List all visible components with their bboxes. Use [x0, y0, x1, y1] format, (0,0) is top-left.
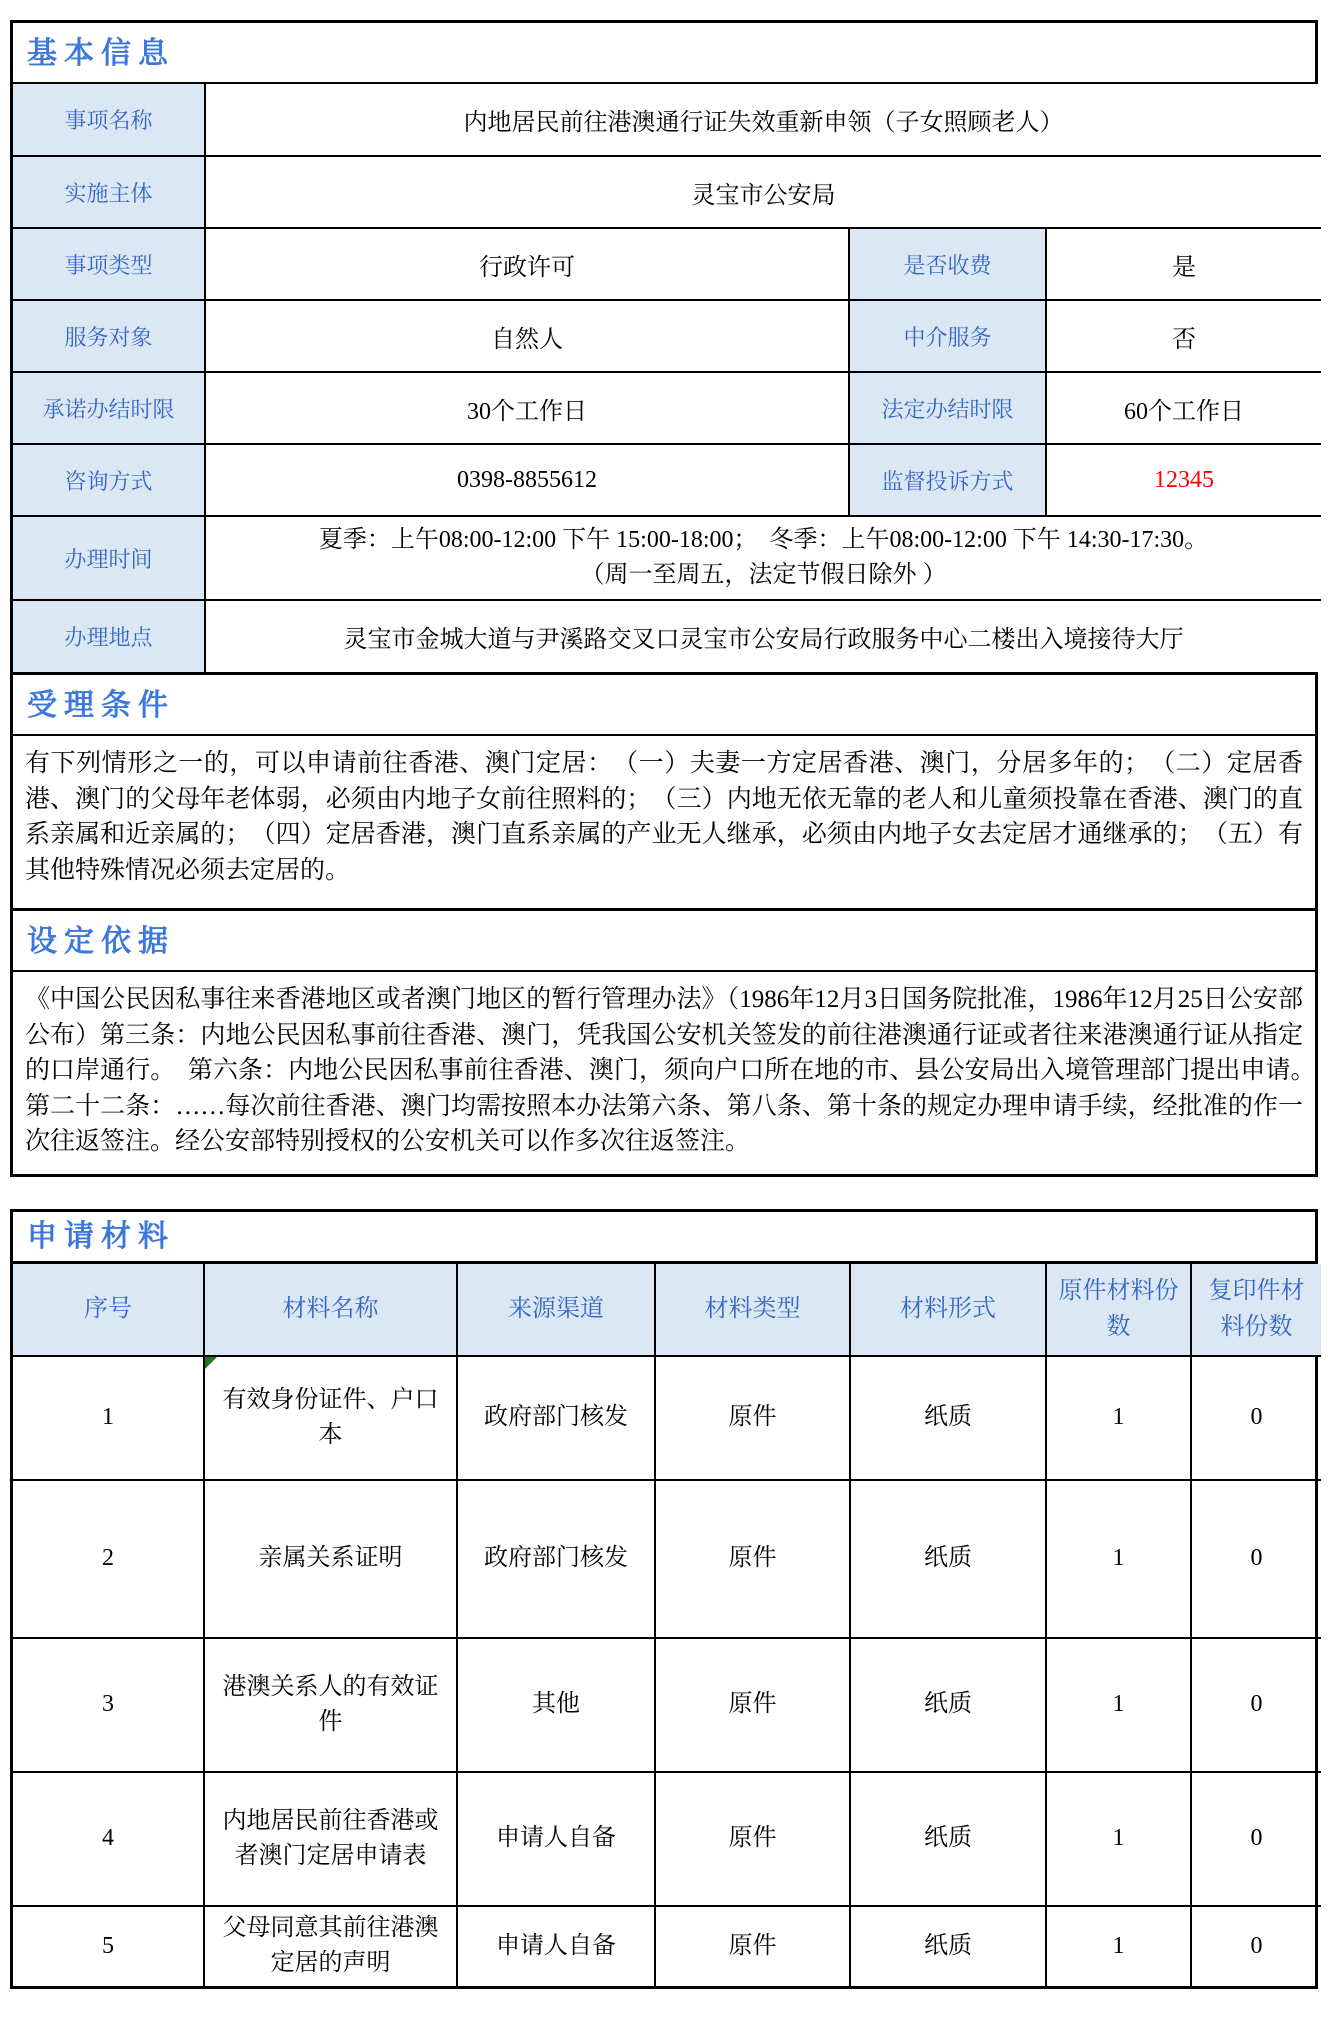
field-label-item-name: 事项名称 — [13, 84, 205, 156]
cell-material-name — [204, 1356, 457, 1480]
table-row — [13, 444, 1321, 516]
cell-photocopy-count: 0 — [1191, 1906, 1321, 1986]
materials-header-row — [13, 1264, 1321, 1356]
cell-original-count: 1 — [1046, 1356, 1191, 1480]
field-label-implementing-body: 实施主体 — [13, 156, 205, 228]
field-value-implementing-body: 灵宝市公安局 — [205, 156, 1321, 228]
basic-info-section — [10, 20, 1318, 675]
application-materials-section — [10, 1209, 1318, 1989]
cell-error-marker-icon — [205, 1357, 217, 1369]
cell-material-type: 原件 — [655, 1356, 850, 1480]
field-value-item-type: 行政许可 — [205, 228, 849, 300]
field-value-intermediary-service: 否 — [1046, 300, 1321, 372]
table-row — [13, 156, 1321, 228]
col-header-photocopy-copies: 复印件材料份数 — [1191, 1264, 1321, 1356]
field-value-office-hours — [205, 516, 1321, 600]
acceptance-conditions-section — [10, 672, 1318, 911]
cell-original-count: 1 — [1046, 1638, 1191, 1772]
table-row — [13, 84, 1321, 156]
cell-original-count: 1 — [1046, 1772, 1191, 1906]
cell-material-type: 原件 — [655, 1906, 850, 1986]
cell-material-form: 纸质 — [850, 1772, 1046, 1906]
field-label-complaint-method: 监督投诉方式 — [849, 444, 1046, 516]
section-spacer — [10, 1177, 1318, 1209]
field-label-promised-time-limit: 承诺办结时限 — [13, 372, 205, 444]
basic-info-title: 基本信息 — [13, 23, 1315, 84]
field-value-promised-time-limit: 30个工作日 — [205, 372, 849, 444]
cell-material-name: 港澳关系人的有效证件 — [204, 1638, 457, 1772]
table-row — [13, 600, 1321, 672]
col-header-material-form: 材料形式 — [850, 1264, 1046, 1356]
table-row — [13, 516, 1321, 600]
cell-material-type: 原件 — [655, 1772, 850, 1906]
field-label-fee-required: 是否收费 — [849, 228, 1046, 300]
field-value-office-location: 灵宝市金城大道与尹溪路交叉口灵宝市公安局行政服务中心二楼出入境接待大厅 — [205, 600, 1321, 672]
field-value-item-name: 内地居民前往港澳通行证失效重新申领（子女照顾老人） — [205, 84, 1321, 156]
cell-material-name-text: 有效身份证件、户口本 — [222, 1386, 439, 1448]
field-label-intermediary-service: 中介服务 — [849, 300, 1046, 372]
legal-basis-title: 设定依据 — [13, 911, 1315, 972]
table-row — [13, 372, 1321, 444]
cell-serial: 3 — [13, 1638, 204, 1772]
cell-material-form: 纸质 — [850, 1356, 1046, 1480]
field-label-office-hours: 办理时间 — [13, 516, 205, 600]
table-row — [13, 1638, 1321, 1772]
col-header-material-name: 材料名称 — [204, 1264, 457, 1356]
table-row — [13, 1906, 1321, 1986]
table-row — [13, 228, 1321, 300]
cell-original-count: 1 — [1046, 1480, 1191, 1638]
cell-source-channel: 政府部门核发 — [457, 1480, 655, 1638]
cell-photocopy-count: 0 — [1191, 1480, 1321, 1638]
table-row — [13, 1772, 1321, 1906]
legal-basis-body: 《中国公民因私事往来香港地区或者澳门地区的暂行管理办法》（1986年12月3日国务院批准，1986年12月25日公安部公布）第三条：内地公民因私事前往香港、澳门，凭我国公安机关签发的前往港澳通行证或者往来港澳通行证从指定的口岸通行。 第六条：内地公民因私事前往香港、澳门，须向户口所在地的市、县公安局出入境管理部门提出申请。 第二十二条：……每次前往香港、澳门均需按照本办法第六条、第八条、第十条的规定办理申请手续，经批准的作一次往返签注。经公安部特别授权的公安机关可以作多次往返签注。 — [25, 986, 1328, 1155]
table-row — [13, 1356, 1321, 1480]
cell-source-channel: 申请人自备 — [457, 1906, 655, 1986]
cell-source-channel: 政府部门核发 — [457, 1356, 655, 1480]
field-value-statutory-time-limit: 60个工作日 — [1046, 372, 1321, 444]
field-label-service-target: 服务对象 — [13, 300, 205, 372]
cell-serial: 4 — [13, 1772, 204, 1906]
cell-material-name: 父母同意其前往港澳定居的声明 — [204, 1906, 457, 1986]
cell-source-channel: 其他 — [457, 1638, 655, 1772]
cell-serial: 1 — [13, 1356, 204, 1480]
field-label-item-type: 事项类型 — [13, 228, 205, 300]
field-value-complaint-hotline: 12345 — [1046, 444, 1321, 516]
office-hours-line1: 夏季：上午08:00-12:00 下午 15:00-18:00； 冬季：上午08:00-12:00 下午 14:30-17:30。 — [318, 527, 1209, 554]
application-materials-table — [13, 1264, 1321, 1986]
col-header-source-channel: 来源渠道 — [457, 1264, 655, 1356]
cell-material-form: 纸质 — [850, 1906, 1046, 1986]
col-header-serial-number: 序号 — [13, 1264, 204, 1356]
col-header-material-type: 材料类型 — [655, 1264, 850, 1356]
basic-info-table — [13, 84, 1321, 672]
field-value-service-target: 自然人 — [205, 300, 849, 372]
legal-basis-section — [10, 908, 1328, 1177]
acceptance-conditions-body: 有下列情形之一的，可以申请前往香港、澳门定居： （一）夫妻一方定居香港、澳门，分居多年的； （二）定居香港、澳门的父母年老体弱，必须由内地子女前往照料的； （三）内地无依无靠的老人和儿童须投靠在香港、澳门的直系亲属和近亲属的； （四）定居香港，澳门直系亲属的产业无人继承，必须由内地子女去定居才通继承的； （五）有其他特殊情况必须去定居的。 — [25, 750, 1303, 884]
cell-material-form: 纸质 — [850, 1638, 1046, 1772]
cell-serial: 2 — [13, 1480, 204, 1638]
table-row — [13, 300, 1321, 372]
cell-material-name: 亲属关系证明 — [204, 1480, 457, 1638]
application-materials-title: 申请材料 — [13, 1212, 1315, 1264]
office-hours-line2: （周一至周五，法定节假日除外 ） — [580, 562, 947, 588]
cell-source-channel: 申请人自备 — [457, 1772, 655, 1906]
cell-material-type: 原件 — [655, 1480, 850, 1638]
cell-material-name: 内地居民前往香港或者澳门定居申请表 — [204, 1772, 457, 1906]
cell-serial: 5 — [13, 1906, 204, 1986]
cell-photocopy-count: 0 — [1191, 1772, 1321, 1906]
acceptance-conditions-title: 受理条件 — [13, 675, 1315, 736]
cell-material-form: 纸质 — [850, 1480, 1046, 1638]
field-value-fee-required: 是 — [1046, 228, 1321, 300]
cell-photocopy-count: 0 — [1191, 1638, 1321, 1772]
table-row — [13, 1480, 1321, 1638]
field-label-statutory-time-limit: 法定办结时限 — [849, 372, 1046, 444]
cell-photocopy-count: 0 — [1191, 1356, 1321, 1480]
field-label-consultation-method: 咨询方式 — [13, 444, 205, 516]
field-value-consultation-phone: 0398-8855612 — [205, 444, 849, 516]
col-header-original-copies: 原件材料份数 — [1046, 1264, 1191, 1356]
field-label-office-location: 办理地点 — [13, 600, 205, 672]
cell-material-type: 原件 — [655, 1638, 850, 1772]
cell-original-count: 1 — [1046, 1906, 1191, 1986]
